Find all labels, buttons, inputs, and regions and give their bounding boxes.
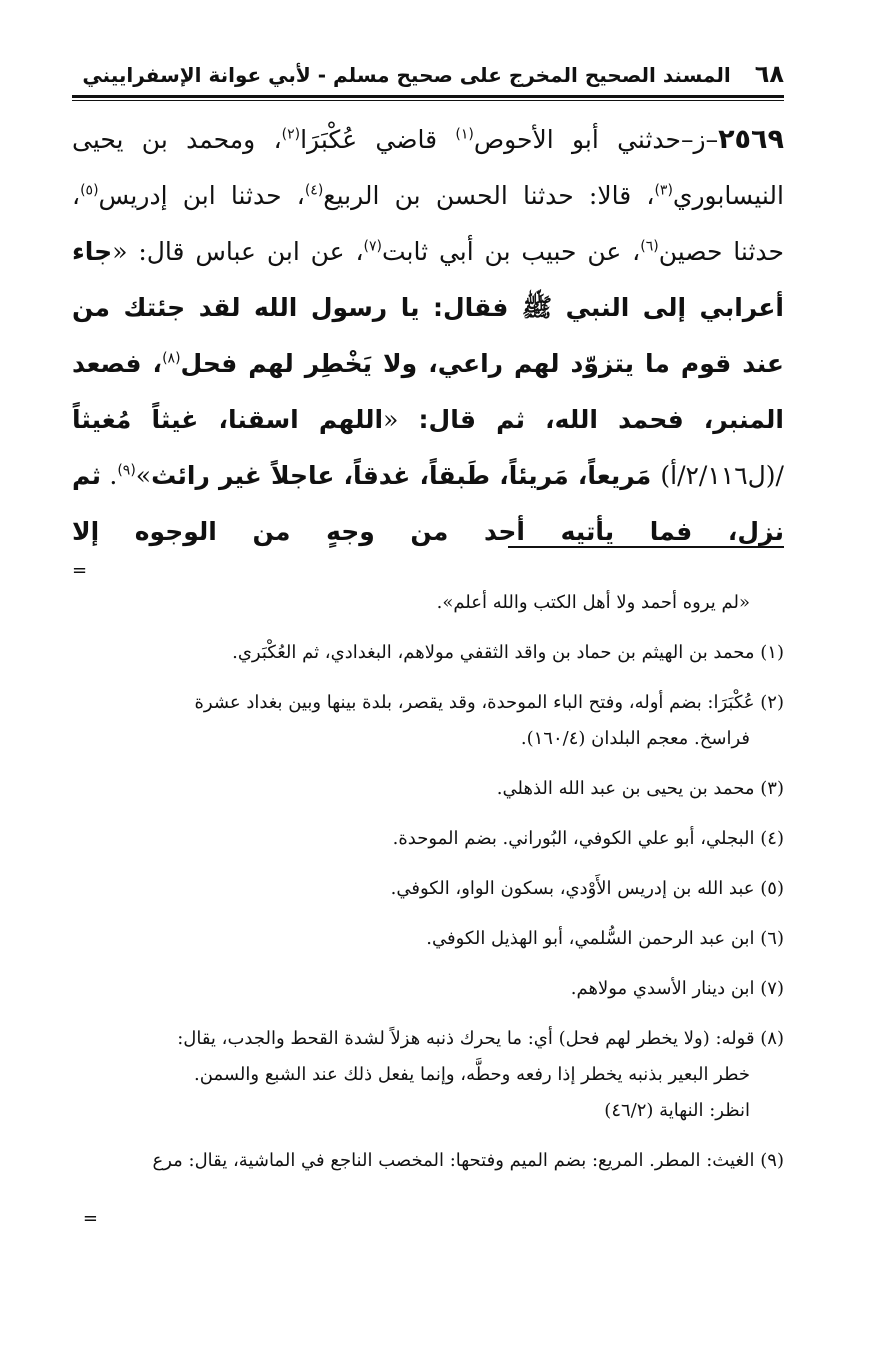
isnad-text: ، ومحمد بن يحيى النيسابوري	[72, 125, 784, 210]
footnote-7: (٧) ابن دينار الأسدي مولاهم.	[570, 978, 784, 999]
punctuation: .	[101, 461, 118, 490]
footnote-separator	[508, 546, 784, 548]
folio-marker: /(ل٢/١١٦/أ)	[660, 461, 784, 490]
footnote-3: (٣) محمد بن يحيى بن عبد الله الذهلي.	[496, 778, 784, 799]
footnote-ref-8[interactable]: (٨)	[162, 350, 181, 367]
footnote-8-line-2: خطر البعير بذنبه يخطر إذا رفعه وحطَّه، وإنما يفعل ذلك عند الشبع والسمن.	[194, 1064, 750, 1085]
matn-text: ثم نزل، فما يأتيه أحد من وجهٍ من الوجوه إلا	[72, 461, 784, 546]
page-number: ٦٨	[754, 60, 784, 88]
footnote-2-line-1: (٢) عُكْبَرَا: بضم أوله، وفتح الباء الموحدة، وقد يقصر، بلدة بينها وبين بغداد عشرة	[194, 692, 784, 713]
isnad-text: –ز–حدثني أبو الأحوص	[473, 125, 719, 154]
isnad-text: ، حدثنا حصين	[72, 181, 785, 266]
matn-text: ، فصعد المنبر، فحمد الله، ثم قال:	[72, 349, 784, 434]
footnote-ref-9[interactable]: (٩)	[117, 462, 136, 479]
footnote-ref-3[interactable]: (٣)	[654, 182, 673, 199]
isnad-text: قاضي عُكْبَرَا	[300, 125, 456, 154]
isnad-text: ، حدثنا ابن إدريس	[98, 181, 305, 210]
isnad-text: ، عن حبيب بن أبي ثابت	[382, 237, 641, 266]
footnote-2-line-2: فراسخ. معجم البلدان (١٦٠/٤).	[520, 728, 750, 749]
matn-text: مَريعاً، مَريئاً، طَبقاً، غدقاً، عاجلاً غير رائث	[151, 461, 661, 490]
footnote-8-line-3: انظر: النهاية (٤٦/٢)	[604, 1100, 750, 1121]
footnote-ref-2[interactable]: (٢)	[281, 126, 301, 143]
hadith-block	[72, 112, 784, 560]
isnad-text: ، عن ابن عباس قال: «	[112, 237, 364, 266]
header-rule-thin	[72, 100, 784, 101]
running-header	[72, 60, 784, 94]
footnote-ref-5[interactable]: (٥)	[80, 182, 99, 199]
matn-text: اللهم اسقنا، غيثاً مُغيثاً	[72, 405, 384, 434]
quote-mark: «	[383, 405, 399, 434]
footnote-carryover: «لم يروه أحمد ولا أهل الكتب والله أعلم».	[436, 592, 750, 613]
footnote-4: (٤) البجلي، أبو علي الكوفي، البُوراني. بضم الموحدة.	[392, 828, 784, 849]
running-title: المسند الصحيح المخرج على صحيح مسلم - لأبي عوانة الإسفراييني	[82, 63, 731, 87]
footnotes	[72, 585, 784, 1193]
footnote-ref-1[interactable]: (١)	[455, 126, 474, 143]
footnote-5: (٥) عبد الله بن إدريس الأَوْدي، بسكون الواو، الكوفي.	[390, 878, 784, 899]
footnote-6: (٦) ابن عبد الرحمن السُّلمي، أبو الهذيل الكوفي.	[426, 928, 784, 949]
footnote-8	[72, 1021, 784, 1129]
matn-text: جاء أعرابي إلى النبي ﷺ فقال: يا رسول الله لقد جئتك من عند قوم ما يتزوّد لهم راعي، ولا يَخْطِر لهم فحل	[72, 237, 784, 378]
footnote-8-line-1: (٨) قوله: (ولا يخطر لهم فحل) أي: ما يحرك ذنبه هزلاً لشدة القحط والجدب، يقال:	[177, 1028, 784, 1049]
continuation-mark-bottom: =	[82, 1208, 98, 1229]
footnote-ref-4[interactable]: (٤)	[304, 182, 324, 199]
continuation-mark-top: =	[72, 560, 88, 581]
header-rule-thick	[72, 95, 784, 98]
quote-mark: »	[135, 461, 152, 490]
isnad-text: ، قالا: حدثنا الحسن بن الربيع	[323, 181, 655, 210]
footnote-ref-7[interactable]: (٧)	[363, 238, 382, 255]
footnote-1: (١) محمد بن الهيثم بن حماد بن واقد الثقفي مولاهم، البغدادي، ثم العُكْبَري.	[232, 642, 784, 663]
footnote-2	[72, 685, 784, 757]
hadith-number: ٢٥٦٩	[718, 124, 784, 155]
footnote-ref-6[interactable]: (٦)	[640, 238, 659, 255]
footnote-9: (٩) الغيث: المطر. المريع: بضم الميم وفتحها: المخصب الناجع في الماشية، يقال: مرع	[152, 1150, 784, 1171]
hadith-paragraph	[72, 112, 784, 560]
